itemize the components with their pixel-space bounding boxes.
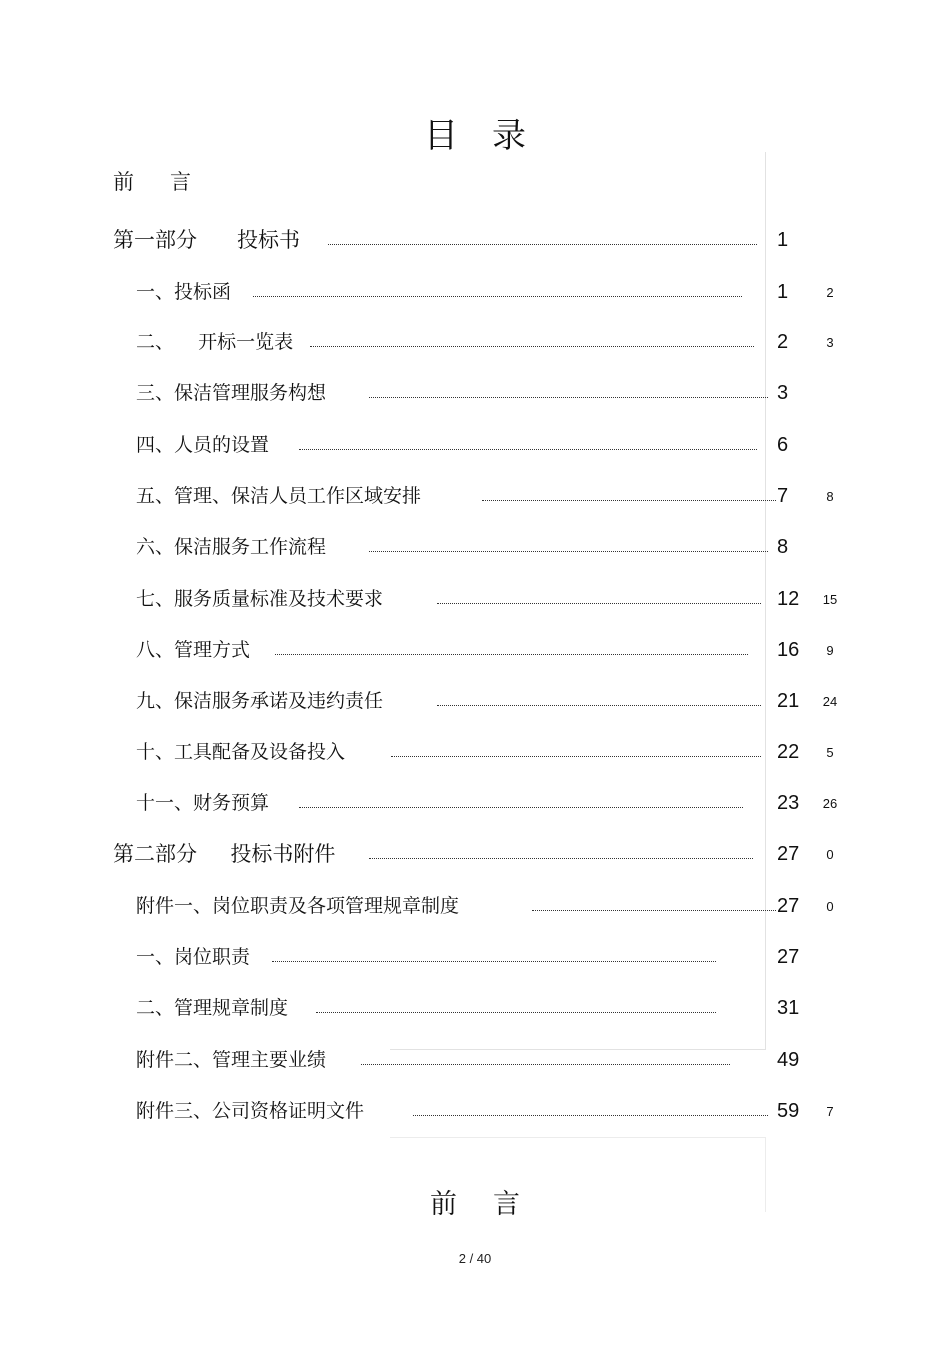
toc-entry-label: 九、保洁服务承诺及违约责任 (136, 690, 384, 712)
toc-entry[interactable] (0, 838, 950, 870)
toc-dot-leader (413, 1115, 768, 1116)
toc-entry-label: 六、保洁服务工作流程 (136, 536, 327, 558)
toc-dot-leader (482, 500, 776, 501)
toc-dot-leader (275, 654, 748, 655)
toc-entry[interactable] (0, 787, 950, 819)
toc-entry-label: 五、管理、保洁人员工作区域安排 (136, 485, 422, 507)
toc-dot-leader (328, 244, 757, 245)
toc-entry-page: 21 (777, 690, 800, 712)
toc-dot-leader (316, 1012, 716, 1013)
toc-entry[interactable] (0, 634, 950, 666)
toc-side-number: 26 (822, 796, 838, 811)
toc-entry[interactable] (0, 480, 950, 512)
page-number: 2 / 40 (458, 1251, 492, 1266)
toc-entry-page: 2 (777, 331, 789, 353)
toc-entry[interactable] (0, 224, 950, 256)
toc-side-number: 15 (822, 592, 838, 607)
toc-dot-leader (299, 449, 757, 450)
toc-entry[interactable] (0, 429, 950, 461)
toc-side-number: 7 (826, 1104, 834, 1119)
preface-heading: 前言 (430, 1189, 556, 1220)
toc-dot-leader (369, 397, 768, 398)
toc-entry-page: 27 (777, 895, 800, 917)
toc-entry-page: 3 (777, 382, 789, 404)
toc-dot-leader (369, 858, 753, 859)
horizontal-rule-lower (390, 1137, 766, 1138)
toc-entry[interactable] (0, 736, 950, 768)
toc-entry[interactable] (0, 941, 950, 973)
toc-dot-leader (391, 756, 761, 757)
toc-entry-label: 附件三、公司资格证明文件 (136, 1100, 365, 1122)
toc-entry-page: 1 (777, 281, 789, 303)
toc-side-number: 9 (826, 643, 834, 658)
toc-entry-label: 四、人员的设置 (136, 434, 270, 456)
toc-dot-leader (532, 910, 776, 911)
toc-entry[interactable] (0, 1095, 950, 1127)
toc-entry-page: 23 (777, 792, 800, 814)
toc-side-number: 3 (826, 335, 834, 350)
toc-entry-page: 6 (777, 434, 789, 456)
toc-entry[interactable] (0, 992, 950, 1024)
toc-dot-leader (437, 705, 761, 706)
toc-side-number: 8 (826, 489, 834, 504)
toc-entry-page: 31 (777, 997, 800, 1019)
toc-dot-leader (253, 296, 742, 297)
toc-dot-leader (310, 346, 754, 347)
toc-dot-leader (437, 603, 761, 604)
toc-entry-label: 十一、财务预算 (136, 792, 270, 814)
toc-entry-label: 一、投标函 (136, 281, 232, 303)
toc-entry[interactable] (0, 583, 950, 615)
toc-side-number: 5 (826, 745, 834, 760)
toc-dot-leader (272, 961, 716, 962)
toc-entry-label: 第二部分 投标书附件 (113, 842, 336, 866)
toc-entry-page: 1 (777, 229, 789, 251)
toc-dot-leader (369, 551, 768, 552)
toc-entry-label: 二、管理规章制度 (136, 997, 289, 1019)
toc-side-number: 0 (826, 847, 834, 862)
toc-title: 目录 (424, 116, 560, 156)
toc-entry-page: 7 (777, 485, 789, 507)
toc-entry-page: 8 (777, 536, 789, 558)
toc-side-number: 24 (822, 694, 838, 709)
toc-side-number: 0 (826, 899, 834, 914)
toc-entry-label: 三、保洁管理服务构想 (136, 382, 327, 404)
toc-entry-label: 附件一、岗位职责及各项管理规章制度 (136, 895, 460, 917)
toc-entry-page: 27 (777, 843, 800, 865)
toc-entry[interactable] (0, 1044, 950, 1076)
toc-entry-page: 49 (777, 1049, 800, 1071)
toc-entry-page: 12 (777, 588, 800, 610)
toc-entry[interactable] (0, 531, 950, 563)
toc-entry-label: 十、工具配备及设备投入 (136, 741, 346, 763)
toc-entry-label: 八、管理方式 (136, 639, 251, 661)
toc-entry-page: 27 (777, 946, 800, 968)
toc-entry-label: 第一部分 投标书 (113, 228, 301, 252)
toc-entry-label: 二、 开标一览表 (136, 331, 294, 353)
toc-side-number: 2 (826, 285, 834, 300)
toc-entry[interactable] (0, 377, 950, 409)
toc-entry-label: 七、服务质量标准及技术要求 (136, 588, 384, 610)
toc-dot-leader (299, 807, 743, 808)
toc-entry-page: 22 (777, 741, 800, 763)
toc-entry-page: 59 (777, 1100, 800, 1122)
toc-preface-entry: 前言 (113, 170, 227, 194)
toc-dot-leader (361, 1064, 730, 1065)
toc-entry[interactable] (0, 685, 950, 717)
toc-entry-page: 16 (777, 639, 800, 661)
toc-entry[interactable] (0, 276, 950, 308)
toc-entry-label: 一、岗位职责 (136, 946, 251, 968)
toc-entry[interactable] (0, 326, 950, 358)
toc-entry-label: 附件二、管理主要业绩 (136, 1049, 327, 1071)
toc-entry[interactable] (0, 890, 950, 922)
